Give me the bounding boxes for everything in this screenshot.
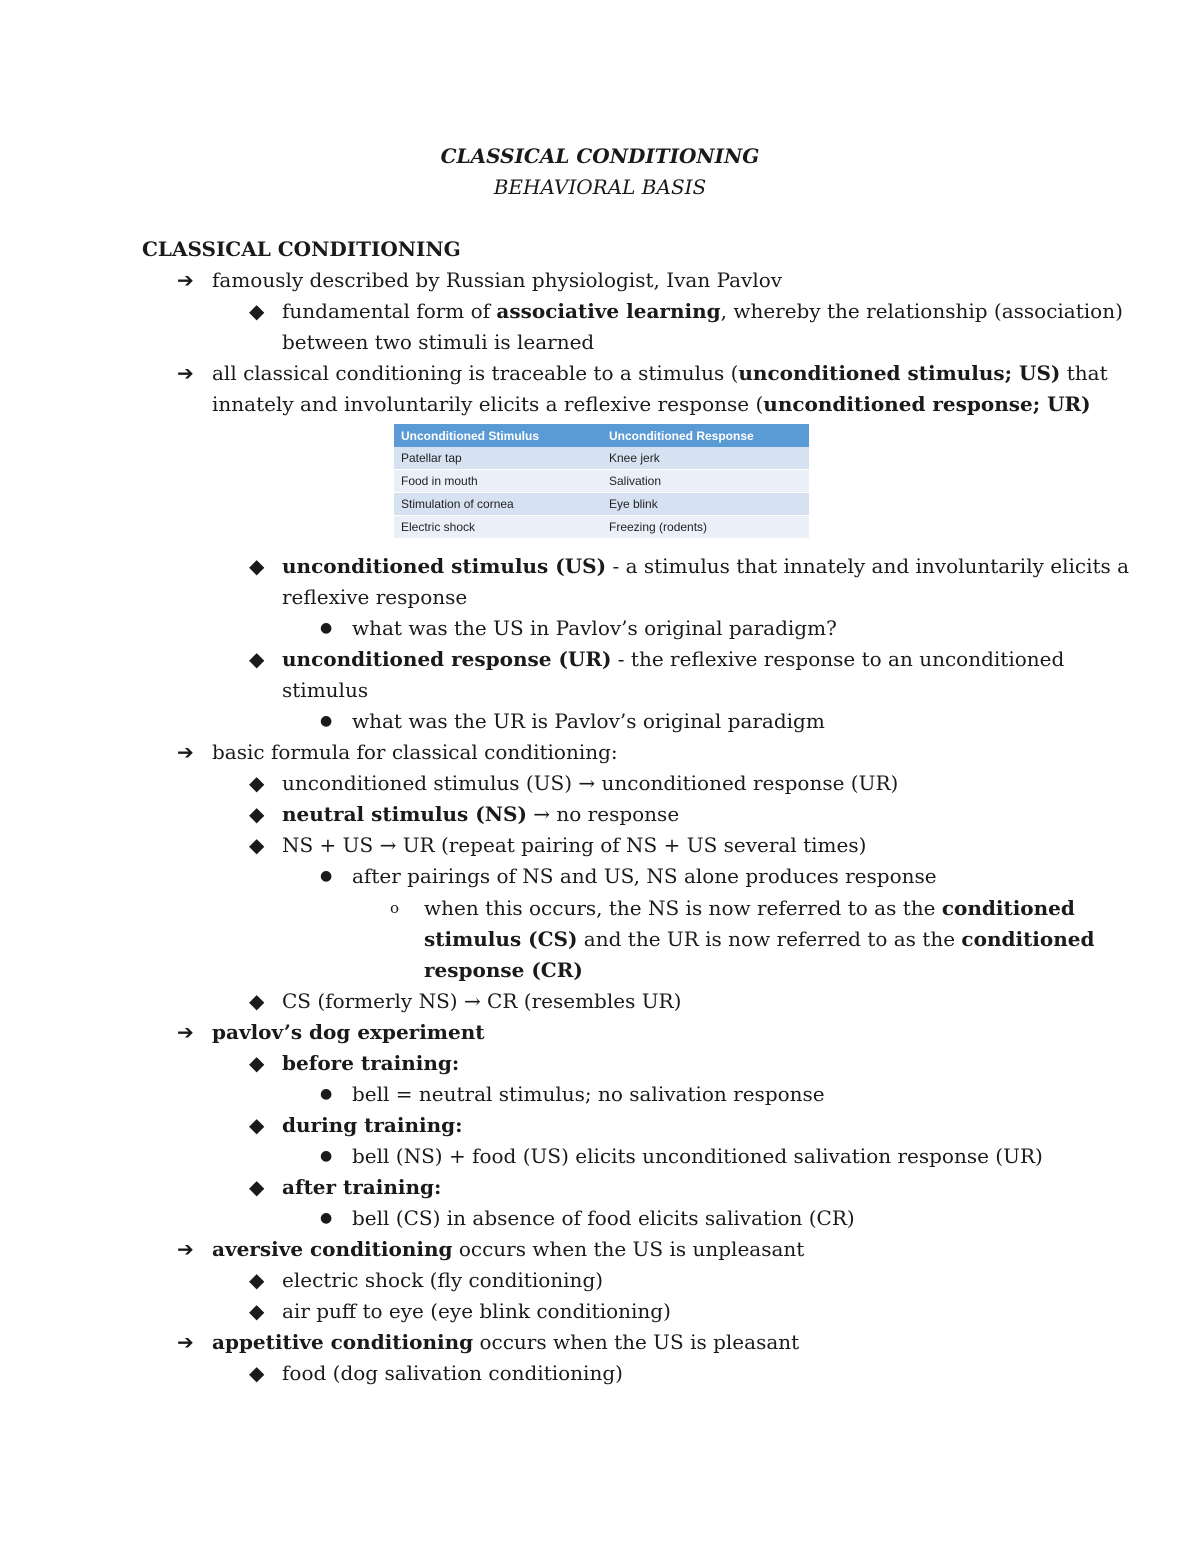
table-header-cell: Unconditioned Stimulus <box>394 424 602 447</box>
list-item: before training: <box>282 1051 460 1075</box>
list-item: bell = neutral stimulus; no salivation response <box>352 1082 825 1106</box>
list-item-continuation: stimulus (CS) and the UR is now referred to as the conditioned <box>424 927 1095 951</box>
page-subtitle: BEHAVIORAL BASIS <box>493 175 707 199</box>
table-row <box>394 447 809 470</box>
list-item: food (dog salivation conditioning) <box>282 1361 623 1385</box>
list-item: pavlov’s dog experiment <box>212 1020 485 1044</box>
diamond-bullet-icon: ◆ <box>249 771 265 795</box>
table-cell: Patellar tap <box>394 447 602 470</box>
list-item-continuation: stimulus <box>282 678 369 702</box>
list-item: unconditioned stimulus (US) → unconditioned response (UR) <box>282 771 899 795</box>
list-item: neutral stimulus (NS) → no response <box>282 802 680 826</box>
list-item: during training: <box>282 1113 463 1137</box>
diamond-bullet-icon: ◆ <box>249 1175 265 1199</box>
list-item: fundamental form of associative learning, whereby the relationship (association) <box>282 299 1123 323</box>
dot-bullet-icon: ● <box>320 1086 333 1102</box>
table-row <box>394 470 809 493</box>
diamond-bullet-icon: ◆ <box>249 989 265 1013</box>
circle-bullet-icon: o <box>390 899 400 917</box>
dot-bullet-icon: ● <box>320 620 333 636</box>
table-row <box>394 516 809 539</box>
list-item: when this occurs, the NS is now referred to as the conditioned <box>424 896 1075 920</box>
table-cell: Knee jerk <box>602 447 809 470</box>
arrow-bullet-icon: ➔ <box>177 1020 194 1044</box>
list-item: CS (formerly NS) → CR (resembles UR) <box>282 989 682 1013</box>
table-cell: Eye blink <box>602 493 809 516</box>
list-item: unconditioned stimulus (US) - a stimulus that innately and involuntarily elicits a <box>282 554 1130 578</box>
list-item-continuation: response (CR) <box>424 958 583 982</box>
list-item: bell (CS) in absence of food elicits salivation (CR) <box>352 1206 855 1230</box>
list-item: bell (NS) + food (US) elicits unconditioned salivation response (UR) <box>352 1144 1043 1168</box>
diamond-bullet-icon: ◆ <box>249 1113 265 1137</box>
list-item: what was the US in Pavlov’s original paradigm? <box>352 616 837 640</box>
dot-bullet-icon: ● <box>320 868 333 884</box>
section-heading: CLASSICAL CONDITIONING <box>142 237 461 261</box>
dot-bullet-icon: ● <box>320 1210 333 1226</box>
list-item: appetitive conditioning occurs when the US is pleasant <box>212 1330 800 1354</box>
diamond-bullet-icon: ◆ <box>249 1361 265 1385</box>
page-title: CLASSICAL CONDITIONING <box>440 144 760 168</box>
arrow-bullet-icon: ➔ <box>177 361 194 385</box>
list-item: air puff to eye (eye blink conditioning) <box>282 1299 671 1323</box>
list-item: unconditioned response (UR) - the reflexive response to an unconditioned <box>282 647 1065 671</box>
list-item: all classical conditioning is traceable to a stimulus (unconditioned stimulus; US) that <box>212 361 1108 385</box>
dot-bullet-icon: ● <box>320 1148 333 1164</box>
list-item-continuation: between two stimuli is learned <box>282 330 595 354</box>
diamond-bullet-icon: ◆ <box>249 1051 265 1075</box>
list-item: basic formula for classical conditioning: <box>212 740 618 764</box>
diamond-bullet-icon: ◆ <box>249 802 265 826</box>
list-item-continuation: innately and involuntarily elicits a reflexive response (unconditioned response; UR) <box>212 392 1091 416</box>
diamond-bullet-icon: ◆ <box>249 647 265 671</box>
arrow-bullet-icon: ➔ <box>177 268 194 292</box>
table-header-cell: Unconditioned Response <box>602 424 809 447</box>
list-item: electric shock (fly conditioning) <box>282 1268 604 1292</box>
diamond-bullet-icon: ◆ <box>249 1268 265 1292</box>
list-item: after pairings of NS and US, NS alone produces response <box>352 864 937 888</box>
diamond-bullet-icon: ◆ <box>249 833 265 857</box>
arrow-bullet-icon: ➔ <box>177 1237 194 1261</box>
arrow-bullet-icon: ➔ <box>177 1330 194 1354</box>
table-header-row <box>394 424 809 447</box>
list-item: what was the UR is Pavlov’s original paradigm <box>352 709 825 733</box>
diamond-bullet-icon: ◆ <box>249 299 265 323</box>
arrow-bullet-icon: ➔ <box>177 740 194 764</box>
list-item: famously described by Russian physiologist, Ivan Pavlov <box>212 268 783 292</box>
table-cell: Salivation <box>602 470 809 493</box>
diamond-bullet-icon: ◆ <box>249 1299 265 1323</box>
table-cell: Stimulation of cornea <box>394 493 602 516</box>
table-cell: Electric shock <box>394 516 602 539</box>
dot-bullet-icon: ● <box>320 713 333 729</box>
table-cell: Freezing (rodents) <box>602 516 809 539</box>
list-item: after training: <box>282 1175 442 1199</box>
us-ur-table <box>394 424 809 539</box>
list-item: aversive conditioning occurs when the US is unpleasant <box>212 1237 805 1261</box>
list-item-continuation: reflexive response <box>282 585 468 609</box>
list-item: NS + US → UR (repeat pairing of NS + US several times) <box>282 833 867 857</box>
table-row <box>394 493 809 516</box>
diamond-bullet-icon: ◆ <box>249 554 265 578</box>
table-cell: Food in mouth <box>394 470 602 493</box>
